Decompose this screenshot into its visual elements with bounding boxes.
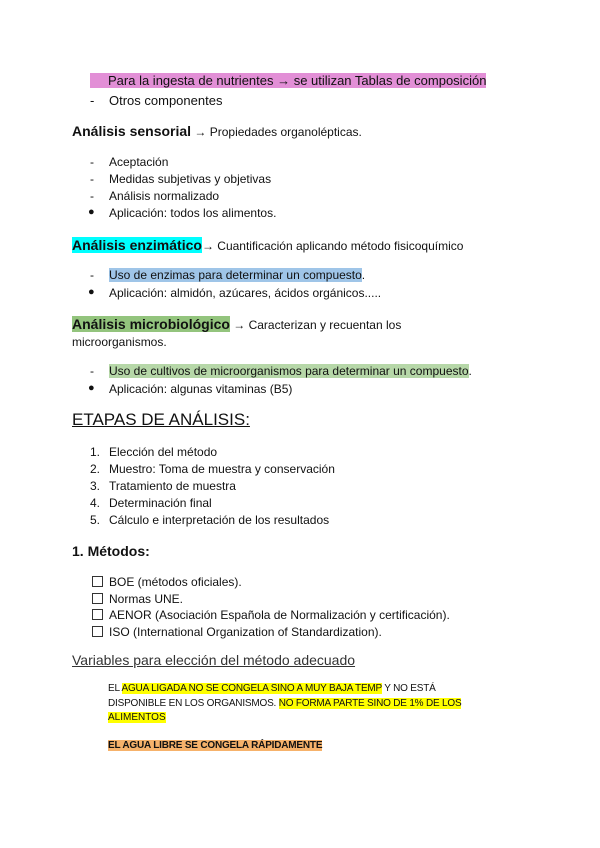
enzimatico-desc: → Cuantificación aplicando método fisicoquímico: [201, 239, 464, 253]
variables-text: DISPONIBLE EN LOS ORGANISMOS.: [108, 698, 279, 709]
etapa-item: Determinación final: [109, 496, 212, 510]
etapa-item: Elección del método: [109, 445, 218, 459]
dash-marker: -: [90, 189, 94, 203]
intro-item-2: Otros componentes: [109, 93, 223, 108]
bullet-marker: ●: [88, 286, 95, 298]
variables-highlight: ALIMENTOS: [108, 712, 166, 723]
sensorial-item: Aceptación: [109, 155, 169, 169]
metodo-item: [92, 608, 450, 622]
microbiologico-item: [109, 364, 472, 378]
intro-item-1-text: Para la ingesta de nutrientes → se utilizan Tablas de composición: [90, 73, 486, 88]
dash-marker: -: [90, 155, 94, 169]
metodo-item-text: BOE (métodos oficiales).: [109, 575, 242, 589]
metodo-item-text: AENOR (Asociación Española de Normalización y certificación).: [109, 608, 450, 622]
etapas-title: ETAPAS DE ANÁLISIS:: [72, 410, 250, 429]
enzimatico-item: [109, 268, 365, 282]
variables-highlight-orange: EL AGUA LIBRE SE CONGELA RÁPIDAMENTE: [108, 740, 323, 751]
checkbox[interactable]: [92, 576, 103, 587]
bullet-marker: ●: [88, 382, 95, 394]
number-marker: 2.: [90, 462, 101, 476]
variables-line-4: [108, 740, 322, 751]
variables-title: Variables para elección del método adecuado: [72, 652, 356, 668]
enzimatico-item: Aplicación: almidón, azúcares, ácidos orgánicos.....: [109, 286, 382, 300]
bullet-marker: ●: [88, 206, 95, 218]
metodo-item-text: Normas UNE.: [109, 592, 184, 606]
sensorial-heading: [72, 123, 362, 141]
microbiologico-item: Aplicación: algunas vitaminas (B5): [109, 382, 293, 396]
dash-marker: -: [90, 364, 94, 378]
variables-line-2: [108, 698, 461, 709]
checkbox[interactable]: [92, 609, 103, 620]
etapa-item: Cálculo e interpretación de los resultados: [109, 513, 330, 527]
dash-marker: -: [90, 172, 94, 186]
sensorial-item: Aplicación: todos los alimentos.: [109, 206, 277, 220]
variables-highlight: AGUA LIGADA NO SE CONGELA SINO A MUY BAJA TEMP: [121, 683, 382, 694]
enzimatico-title: Análisis enzimático: [72, 237, 202, 253]
intro-item-1: [90, 73, 486, 88]
metodo-item-text: ISO (International Organization of Standardization).: [109, 625, 382, 639]
etapa-item: Tratamiento de muestra: [109, 479, 236, 493]
dash-marker: -: [90, 268, 94, 282]
sensorial-title: Análisis sensorial: [72, 123, 192, 139]
variables-text: Y NO ESTÁ: [381, 683, 436, 694]
number-marker: 1.: [90, 445, 101, 459]
microbiologico-desc-cont: microorganismos.: [72, 335, 167, 349]
microbiologico-item-tail: .: [468, 364, 472, 378]
enzimatico-item-text: Uso de enzimas para determinar un compuesto: [109, 268, 362, 282]
microbiologico-item-text: Uso de cultivos de microorganismos para determinar un compuesto: [109, 364, 469, 378]
metodo-item: [92, 575, 242, 589]
etapa-item: Muestro: Toma de muestra y conservación: [109, 462, 335, 476]
microbiologico-title: Análisis microbiológico: [72, 316, 230, 332]
enzimatico-item-tail: .: [361, 268, 366, 282]
microbiologico-heading: [72, 316, 401, 334]
variables-line-3: [108, 712, 166, 723]
number-marker: 3.: [90, 479, 101, 493]
checkbox[interactable]: [92, 593, 103, 604]
microbiologico-desc: → Caracterizan y recuentan los: [229, 318, 402, 332]
sensorial-desc: → Propiedades organolépticas.: [191, 125, 362, 139]
variables-line-1: [108, 683, 436, 694]
dash-marker: -: [90, 93, 95, 108]
checkbox[interactable]: [92, 626, 103, 637]
metodos-title: 1. Métodos:: [72, 543, 150, 559]
sensorial-item: Análisis normalizado: [109, 189, 220, 203]
sensorial-item: Medidas subjetivas y objetivas: [109, 172, 272, 186]
variables-text: EL: [108, 683, 122, 694]
metodo-item: [92, 625, 382, 639]
number-marker: 4.: [90, 496, 101, 510]
number-marker: 5.: [90, 513, 101, 527]
enzimatico-heading: [72, 237, 463, 255]
metodo-item: [92, 592, 183, 606]
variables-highlight: NO FORMA PARTE SINO DE 1% DE LOS: [278, 698, 462, 709]
